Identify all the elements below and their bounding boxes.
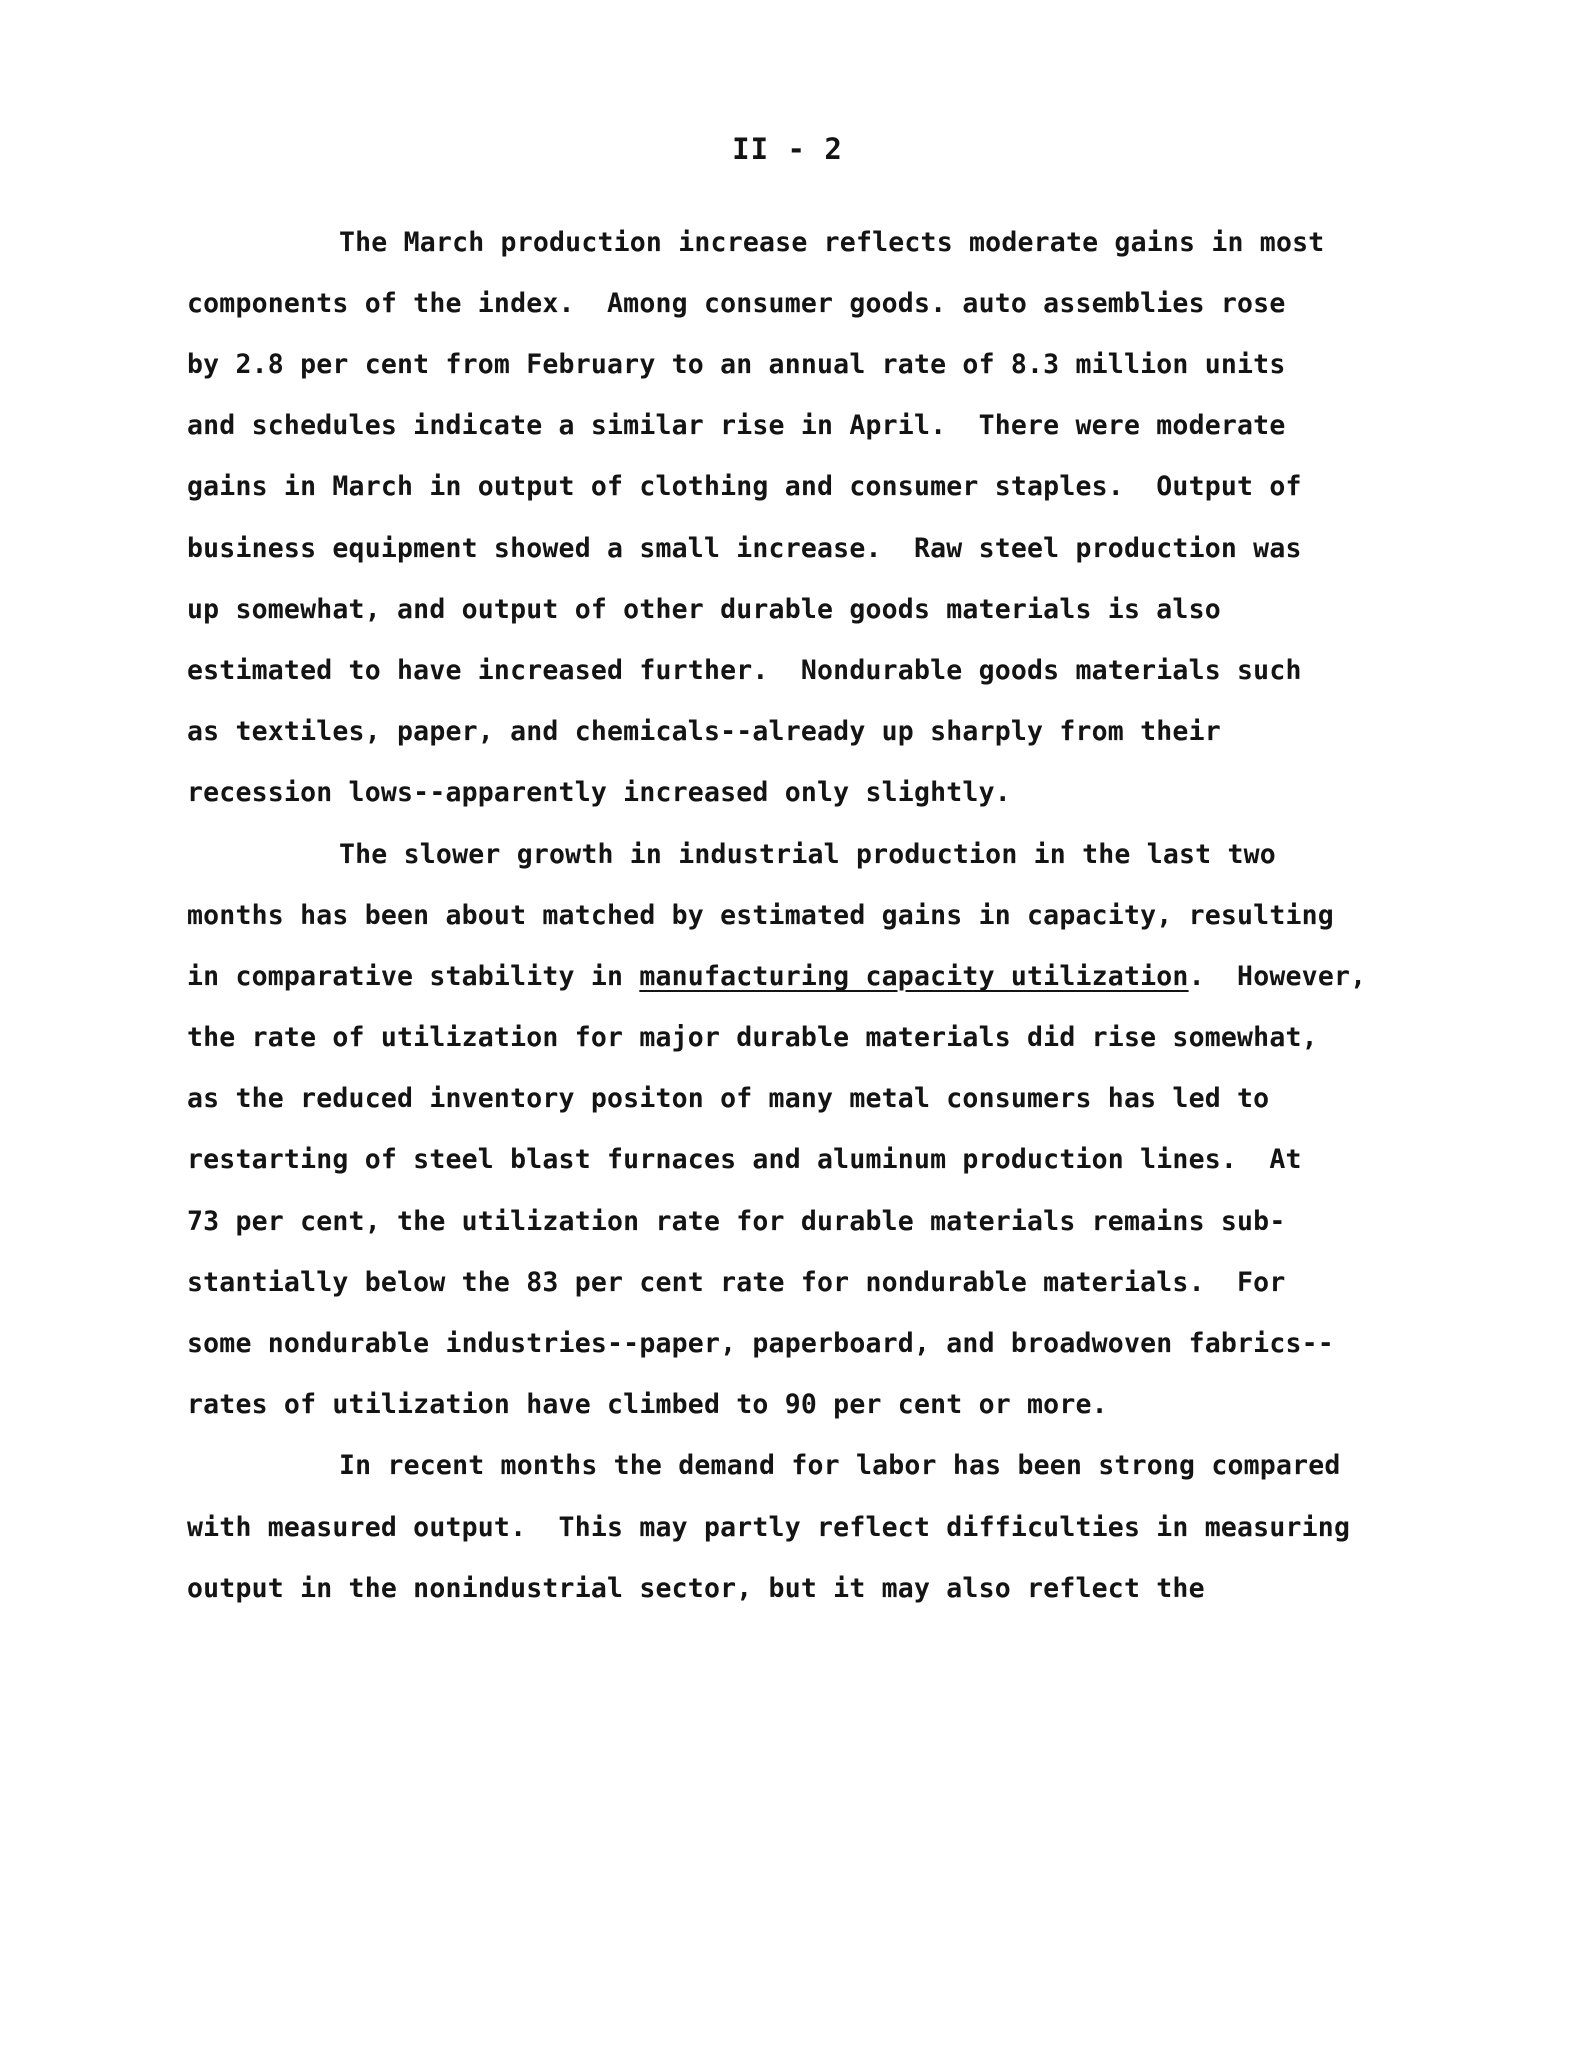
text-line: with measured output. This may partly reflect difficulties in measuring	[187, 1512, 1351, 1543]
text-line: business equipment showed a small increase. Raw steel production was	[187, 533, 1302, 564]
text-line: In recent months the demand for labor has been strong compared	[339, 1450, 1341, 1481]
text-line: The slower growth in industrial production in the last two	[339, 839, 1276, 870]
text-line: 73 per cent, the utilization rate for durable materials remains sub-	[187, 1206, 1286, 1237]
text-line: up somewhat, and output of other durable goods materials is also	[187, 594, 1221, 625]
text-line: The March production increase reflects moderate gains in most	[339, 227, 1325, 258]
text-line: and schedules indicate a similar rise in April. There were moderate	[187, 410, 1286, 441]
text-segment: in comparative stability in	[187, 961, 640, 992]
text-line: recession lows--apparently increased only slightly.	[187, 777, 1011, 808]
text-line: gains in March in output of clothing and consumer staples. Output of	[187, 471, 1302, 502]
text-line: restarting of steel blast furnaces and aluminum production lines. At	[187, 1144, 1302, 1175]
text-line: as textiles, paper, and chemicals--already up sharply from their	[187, 716, 1221, 747]
text-segment: . However,	[1188, 961, 1367, 992]
text-line: the rate of utilization for major durable materials did rise somewhat,	[187, 1022, 1318, 1053]
text-line: components of the index. Among consumer goods. auto assemblies rose	[187, 288, 1286, 319]
text-line: by 2.8 per cent from February to an annual rate of 8.3 million units	[187, 349, 1286, 380]
page-number: II - 2	[732, 132, 843, 166]
text-line: estimated to have increased further. Nondurable goods materials such	[187, 655, 1302, 686]
text-line: some nondurable industries--paper, paperboard, and broadwoven fabrics--	[187, 1328, 1334, 1359]
text-line: stantially below the 83 per cent rate for nondurable materials. For	[187, 1267, 1286, 1298]
text-line: as the reduced inventory positon of many metal consumers has led to	[187, 1083, 1270, 1114]
text-line: rates of utilization have climbed to 90 per cent or more.	[187, 1389, 1108, 1420]
text-line: output in the nonindustrial sector, but it may also reflect the	[187, 1573, 1205, 1604]
underlined-term: manufacturing capacity utilization	[639, 961, 1189, 992]
text-line	[187, 961, 1367, 992]
text-line: months has been about matched by estimated gains in capacity, resulting	[187, 900, 1334, 931]
